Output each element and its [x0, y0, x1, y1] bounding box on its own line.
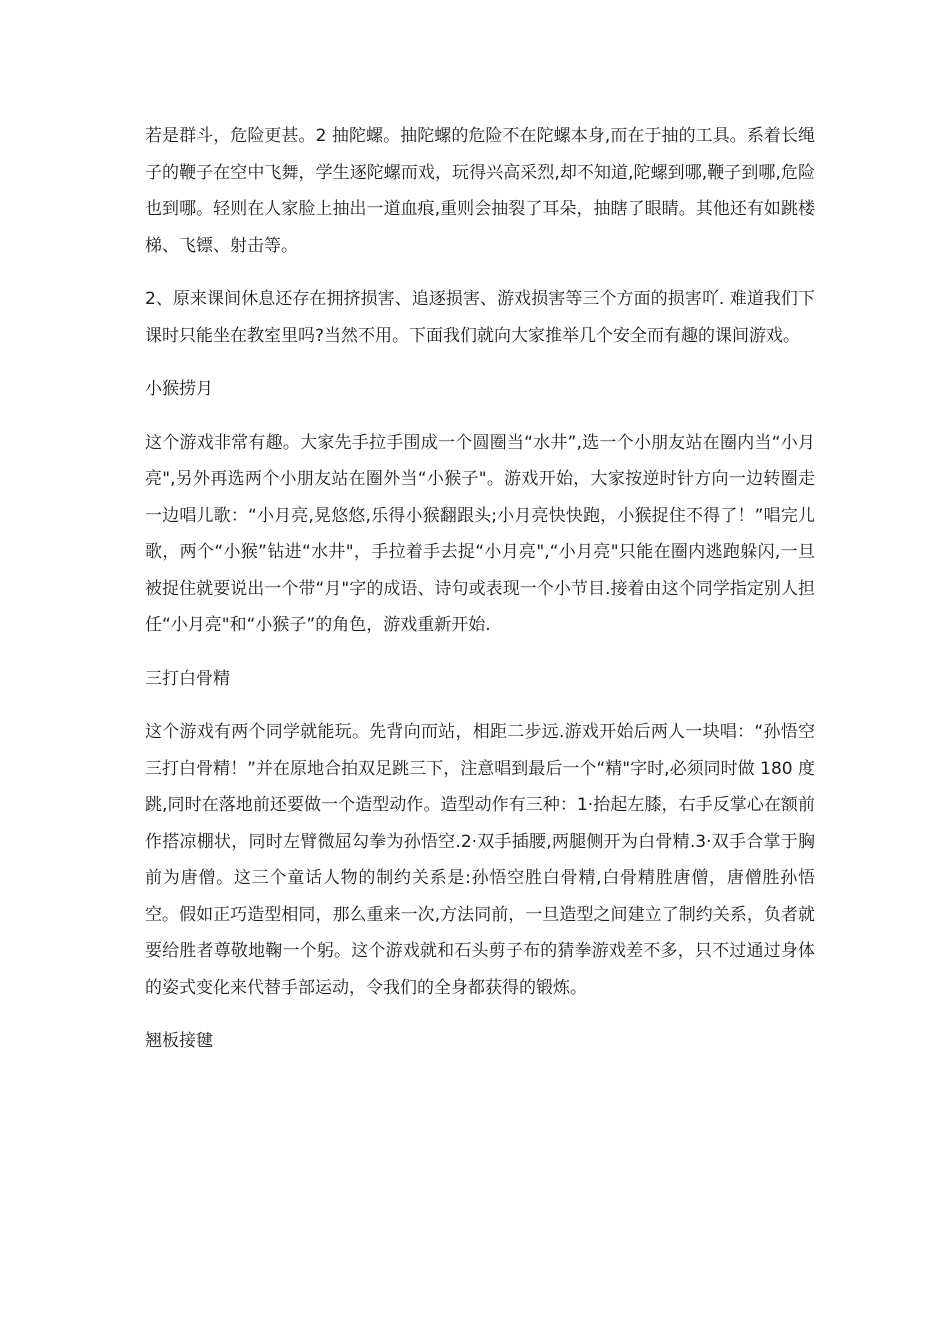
- paragraph-monkey-moon-game: 这个游戏非常有趣。大家先手拉手围成一个圆圈当“水井”,选一个小朋友站在圈内当“小月亮",另外再选两个小朋友站在圈外当“小猴子"。游戏开始，大家按逆时针方向一边转圈走一边唱儿歌：“小月亮,晃悠悠,乐得小猴翻跟头;小月亮快快跑，小猴捉住不得了！”唱完儿歌，两个“小猴”钻进“水井"，手拉着手去捉“小月亮",“小月亮"只能在圈内逃跑躲闪,一旦被捉住就要说出一个带“月"字的成语、诗句或表现一个小节目.接着由这个同学指定别人担任“小月亮"和“小猴子”的角色，游戏重新开始.: [145, 432, 815, 635]
- paragraph-white-bone-demon-game: 这个游戏有两个同学就能玩。先背向而站，相距二步远.游戏开始后两人一块唱：“孙悟空三打白骨精！”并在原地合拍双足跳三下，注意唱到最后一个“精"字时,必须同时做 180 度跳,同时在落地前还要做一个造型动作。造型动作有三种：1·抬起左膝，右手反掌心在额前作搭凉棚状，同时左臂微屈勾拳为孙悟空.2·双手插腰,两腿侧开为白骨精.3·双手合掌于胸前为唐僧。这三个童话人物的制约关系是:孙悟空胜白骨精,白骨精胜唐僧，唐僧胜孙悟空。假如正巧造型相同，那么重来一次,方法同前，一旦造型之间建立了制约关系，负者就要给胜者尊敬地鞠一个躬。这个游戏就和石头剪子布的猜拳游戏差不多，只不过通过身体的姿式变化来代替手部运动，令我们的全身都获得的锻炼。: [145, 722, 815, 998]
- section-heading-seesaw-shuttlecock: 翘板接毽: [145, 1031, 213, 1051]
- document-body: [145, 118, 815, 1077]
- section-heading-white-bone-demon: 三打白骨精: [145, 668, 230, 689]
- paragraph-spinning-top-hazard: 若是群斗，危险更甚。2 抽陀螺。抽陀螺的危险不在陀螺本身,而在于抽的工具。系着长绳子的鞭子在空中飞舞，学生逐陀螺而戏，玩得兴高采烈,却不知道,陀螺到哪,鞭子到哪,危险也到哪。轻则在人家脸上抽出一道血痕,重则会抽裂了耳朵，抽瞎了眼睛。其他还有如跳楼梯、飞镖、射击等。: [145, 126, 815, 256]
- section-heading-monkey-moon: 小猴捞月: [145, 379, 213, 399]
- paragraph-recess-hazards: 2、原来课间休息还存在拥挤损害、追逐损害、游戏损害等三个方面的损害吖. 难道我们下课时只能坐在教室里吗?当然不用。下面我们就向大家推举几个安全而有趣的课间游戏。: [145, 289, 815, 346]
